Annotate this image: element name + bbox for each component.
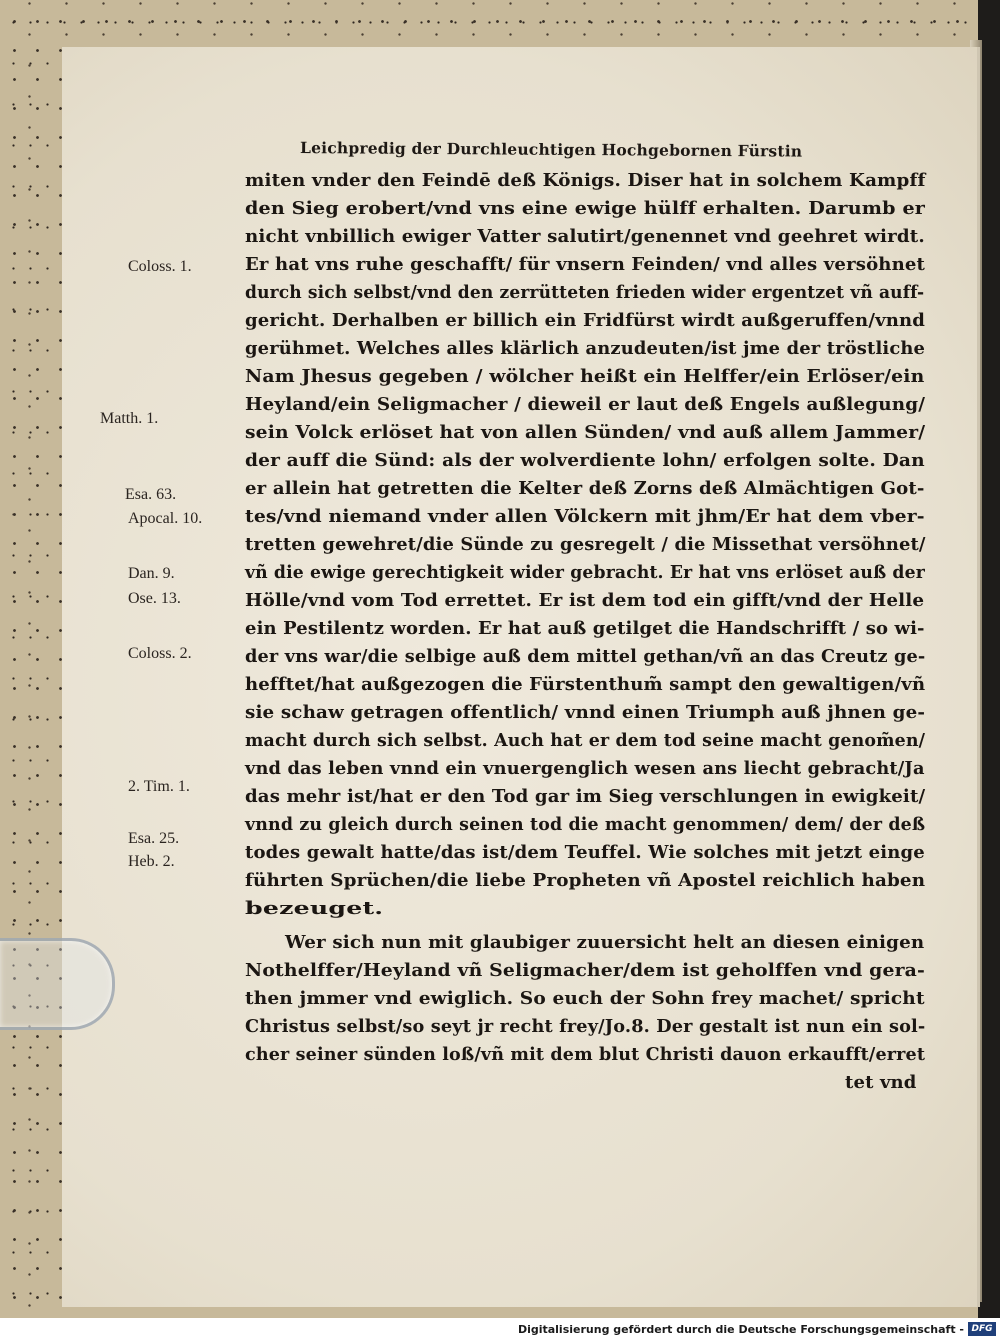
page-clip: [0, 938, 115, 1030]
margin-note: Dan. 9.: [128, 565, 175, 582]
text-line: vnd das leben vnnd ein vnuergenglich wesen ans liecht gebracht/Ja: [245, 758, 925, 779]
margin-note: Esa. 63.: [125, 486, 177, 503]
text-line: das mehr ist/hat er den Tod gar im Sieg verschlungen in ewigkeit/: [245, 786, 926, 807]
running-header: Leichpredig der Durchleuchtigen Hochgebornen Fürstin: [299, 138, 803, 161]
text-line: tes/vnd niemand vnder allen Völckern mit jhm/Er hat dem vber-: [245, 506, 925, 527]
footer-credit: Digitalisierung gefördert durch die Deutsche Forschungsgemeinschaft -: [517, 1323, 964, 1336]
text-line: then jmmer vnd ewiglich. So euch der Sohn frey machet/ spricht: [245, 988, 925, 1009]
text-line: nicht vnbillich ewiger Vatter salutirt/genennet vnd geehret wirdt.: [245, 226, 925, 247]
margin-note: 2. Tim. 1.: [128, 778, 190, 795]
text-line: er allein hat getretten die Kelter deß Zorns deß Almächtigen Got-: [245, 478, 925, 499]
text-line: todes gewalt hatte/das ist/dem Teuffel. Wie solches mit jetzt einge: [245, 842, 925, 863]
text-line: macht durch sich selbst. Auch hat er dem tod seine macht genom̃en/: [245, 730, 926, 751]
margin-note: Apocal. 10.: [128, 510, 203, 527]
text-line: der vns war/die selbige auß dem mittel gethan/vñ an das Creutz ge-: [245, 646, 926, 667]
text-line: cher seiner sünden loß/vñ mit dem blut Christi dauon erkaufft/erret: [245, 1044, 926, 1065]
text-line: Christus selbst/so seyt jr recht frey/Jo.8. Der gestalt ist nun ein sol-: [245, 1016, 926, 1037]
dfg-logo: DFG: [968, 1322, 996, 1336]
text-line: Nothelffer/Heyland vñ Seligmacher/dem ist geholffen vnd gera-: [245, 960, 925, 981]
margin-note: Coloss. 2.: [128, 645, 192, 662]
catchword: tet vnd: [845, 1072, 917, 1093]
text-line: Heyland/ein Seligmacher / dieweil er laut deß Engels außlegung/: [245, 394, 926, 415]
text-line: miten vnder den Feindē deß Königs. Diser hat in solchem Kampff: [245, 170, 926, 191]
text-line: der auff die Sünd: als der wolverdiente lohn/ erfolgen solte. Dan: [245, 450, 925, 471]
text-line: sie schaw getragen offentlich/ vnnd einen Triumph auß jhnen ge-: [245, 702, 926, 723]
text-line: den Sieg erobert/vnd vns eine ewige hülff erhalten. Darumb er: [245, 198, 926, 219]
text-line: Wer sich nun mit glaubiger zuuersicht helt an diesen einigen: [285, 932, 925, 953]
text-line: bezeuget.: [245, 898, 384, 919]
text-line: gericht. Derhalben er billich ein Fridfürst wirdt außgeruffen/vnnd: [245, 310, 926, 331]
text-line: vnnd zu gleich durch seinen tod die macht genommen/ dem/ der deß: [245, 814, 926, 835]
text-line: tretten gewehret/die Sünde zu gesregelt / die Missethat versöhnet/: [245, 534, 926, 555]
text-line: Er hat vns ruhe geschafft/ für vnsern Feinden/ vnd alles versöhnet: [245, 254, 926, 275]
margin-note: Ose. 13.: [128, 590, 181, 607]
text-line: durch sich selbst/vnd den zerrütteten frieden wider ergentzet vñ auff-: [245, 282, 925, 303]
margin-note: Matth. 1.: [100, 410, 159, 427]
text-line: ein Pestilentz worden. Er hat auß getilget die Handschrifft / so wi-: [245, 618, 925, 639]
text-line: führten Sprüchen/die liebe Propheten vñ Apostel reichlich haben: [245, 870, 926, 891]
margin-note: Esa. 25.: [128, 830, 180, 847]
text-line: sein Volck erlöset hat von allen Sünden/ vnd auß allem Jammer/: [245, 422, 926, 443]
margin-note: Coloss. 1.: [128, 258, 192, 275]
margin-note: Heb. 2.: [128, 853, 175, 870]
text-line: Nam Jhesus gegeben / wölcher heißt ein Helffer/ein Erlöser/ein: [245, 366, 925, 387]
text-line: hefftet/hat außgezogen die Fürstenthum̃ sampt den gewaltigen/vñ: [245, 674, 926, 695]
text-line: vñ die ewige gerechtigkeit wider gebracht. Er hat vns erlöset auß der: [245, 562, 925, 583]
text-line: Hölle/vnd vom Tod errettet. Er ist dem tod ein gifft/vnd der Helle: [245, 590, 925, 611]
text-line: gerühmet. Welches alles klärlich anzudeuten/ist jme der tröstliche: [245, 338, 926, 359]
footer-bar: [0, 1318, 1000, 1341]
